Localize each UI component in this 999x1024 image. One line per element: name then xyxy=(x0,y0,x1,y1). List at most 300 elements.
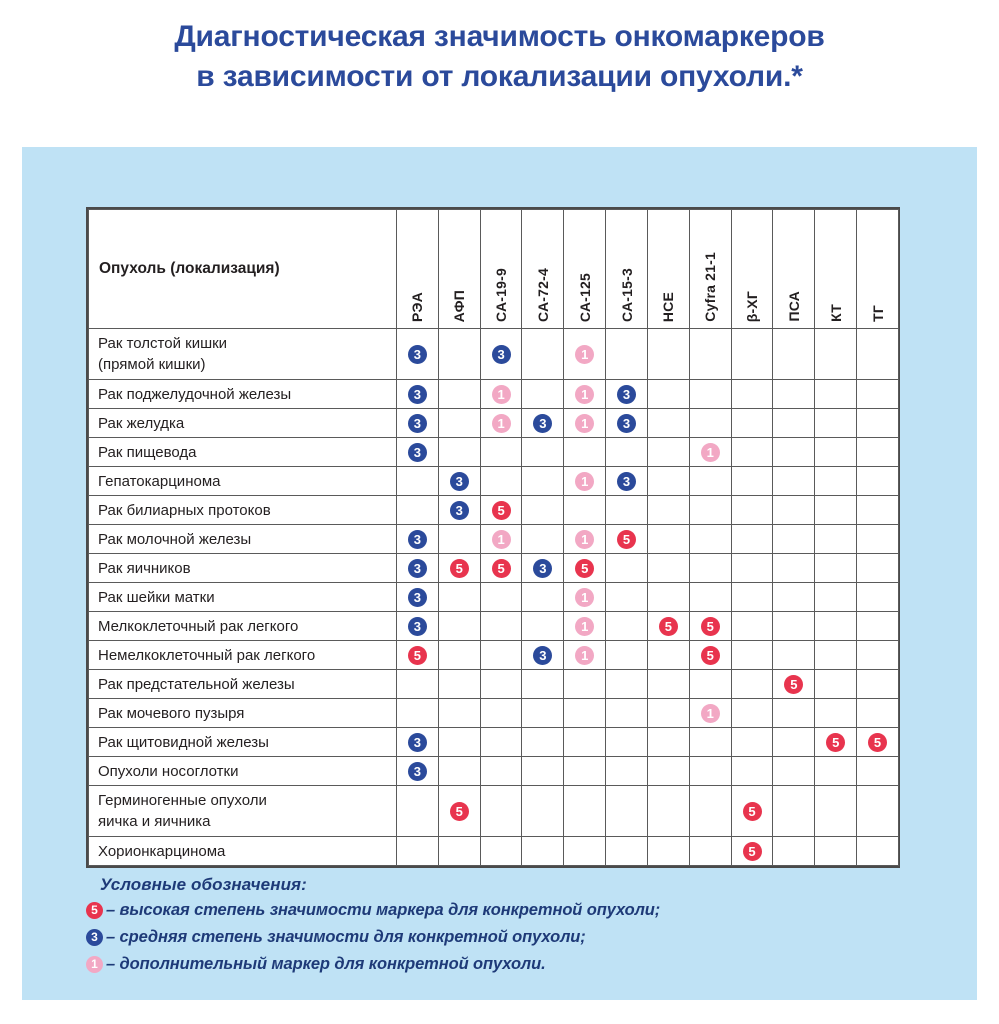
matrix-cell xyxy=(522,612,564,641)
significance-marker-3: 3 xyxy=(408,443,427,462)
corner-header-cell: Опухоль (локализация) xyxy=(89,210,397,329)
matrix-cell xyxy=(815,728,857,757)
row-label-cell xyxy=(89,837,397,866)
column-header-label: СА-72-4 xyxy=(534,268,551,322)
matrix-cell xyxy=(606,438,648,467)
matrix-cell xyxy=(480,329,522,380)
significance-marker-3: 3 xyxy=(408,559,427,578)
matrix-cell xyxy=(522,496,564,525)
significance-marker-3: 3 xyxy=(408,733,427,752)
matrix-cell xyxy=(647,409,689,438)
row-label-line-1: Рак яичников xyxy=(98,559,191,577)
matrix-cell xyxy=(480,670,522,699)
matrix-cell xyxy=(397,612,439,641)
row-label-cell xyxy=(89,380,397,409)
row-label-cell xyxy=(89,728,397,757)
table-row xyxy=(89,329,899,380)
matrix-cell xyxy=(857,786,899,837)
matrix-cell xyxy=(564,699,606,728)
row-label-line-1: Гепатокарцинома xyxy=(98,472,221,490)
matrix-cell xyxy=(647,641,689,670)
matrix-cell xyxy=(647,525,689,554)
row-label-line-1: Мелкоклеточный рак легкого xyxy=(98,617,299,635)
matrix-cell xyxy=(689,641,731,670)
matrix-cell xyxy=(815,757,857,786)
matrix-cell xyxy=(480,699,522,728)
column-header-9 xyxy=(731,210,773,329)
significance-marker-1: 1 xyxy=(575,646,594,665)
matrix-cell xyxy=(773,525,815,554)
matrix-cell xyxy=(689,525,731,554)
title-line-2: в зависимости от локализации опухоли.* xyxy=(196,60,803,93)
matrix-cell xyxy=(438,467,480,496)
matrix-cell xyxy=(480,583,522,612)
significance-marker-5: 5 xyxy=(450,802,469,821)
matrix-cell xyxy=(564,467,606,496)
matrix-cell xyxy=(397,438,439,467)
legend-item xyxy=(86,898,916,923)
matrix-cell xyxy=(606,554,648,583)
matrix-cell xyxy=(606,641,648,670)
matrix-cell xyxy=(815,612,857,641)
legend-item-text: – средняя степень значимости для конкретной опухоли; xyxy=(106,928,586,946)
row-label-line-1: Рак билиарных протоков xyxy=(98,501,271,519)
matrix-cell xyxy=(480,728,522,757)
table-row xyxy=(89,467,899,496)
column-header-8 xyxy=(689,210,731,329)
header-row xyxy=(89,210,899,329)
significance-marker-5: 5 xyxy=(743,842,762,861)
significance-marker-1: 1 xyxy=(492,530,511,549)
matrix-cell xyxy=(689,409,731,438)
column-header-1 xyxy=(397,210,439,329)
column-header-label: РЭА xyxy=(409,291,426,322)
legend-marker-1: 1 xyxy=(86,956,103,973)
matrix-cell xyxy=(773,380,815,409)
significance-marker-3: 3 xyxy=(408,414,427,433)
significance-marker-3: 3 xyxy=(533,559,552,578)
matrix-cell xyxy=(689,554,731,583)
matrix-cell xyxy=(606,612,648,641)
matrix-cell xyxy=(689,438,731,467)
row-label-line-1: Опухоли носоглотки xyxy=(98,762,239,780)
row-label-cell xyxy=(89,467,397,496)
matrix-cell xyxy=(647,380,689,409)
row-label-cell xyxy=(89,329,397,380)
matrix-cell xyxy=(731,467,773,496)
row-label-cell xyxy=(89,641,397,670)
significance-marker-3: 3 xyxy=(533,414,552,433)
matrix-cell xyxy=(857,438,899,467)
significance-marker-5: 5 xyxy=(450,559,469,578)
matrix-cell xyxy=(397,409,439,438)
matrix-cell xyxy=(647,329,689,380)
matrix-cell xyxy=(397,380,439,409)
significance-marker-3: 3 xyxy=(450,501,469,520)
column-header-label: КТ xyxy=(827,304,844,322)
row-label-cell xyxy=(89,438,397,467)
matrix-cell xyxy=(689,728,731,757)
significance-marker-3: 3 xyxy=(617,414,636,433)
column-header-label: СА-125 xyxy=(576,272,593,322)
matrix-cell xyxy=(773,786,815,837)
matrix-cell xyxy=(522,554,564,583)
significance-marker-1: 1 xyxy=(575,414,594,433)
matrix-cell xyxy=(564,757,606,786)
matrix-cell xyxy=(731,786,773,837)
matrix-cell xyxy=(397,699,439,728)
matrix-cell xyxy=(815,380,857,409)
matrix-cell xyxy=(689,496,731,525)
matrix-cell xyxy=(564,496,606,525)
significance-marker-3: 3 xyxy=(408,762,427,781)
matrix-cell xyxy=(689,467,731,496)
matrix-cell xyxy=(731,380,773,409)
significance-marker-3: 3 xyxy=(533,646,552,665)
matrix-cell xyxy=(438,786,480,837)
matrix-cell xyxy=(606,467,648,496)
significance-marker-1: 1 xyxy=(575,345,594,364)
matrix-cell xyxy=(522,757,564,786)
matrix-cell xyxy=(773,496,815,525)
matrix-cell xyxy=(564,409,606,438)
matrix-cell xyxy=(480,641,522,670)
matrix-cell xyxy=(857,554,899,583)
matrix-cell xyxy=(647,699,689,728)
legend-item xyxy=(86,952,916,977)
matrix-cell xyxy=(438,380,480,409)
significance-marker-1: 1 xyxy=(701,443,720,462)
significance-marker-1: 1 xyxy=(492,414,511,433)
matrix-cell xyxy=(397,496,439,525)
matrix-cell xyxy=(857,583,899,612)
matrix-cell xyxy=(606,728,648,757)
matrix-cell xyxy=(773,438,815,467)
matrix-cell xyxy=(522,670,564,699)
row-label-cell xyxy=(89,525,397,554)
significance-marker-1: 1 xyxy=(575,472,594,491)
column-header-4 xyxy=(522,210,564,329)
matrix-cell xyxy=(606,525,648,554)
legend xyxy=(86,875,916,979)
matrix-cell xyxy=(731,409,773,438)
column-header-label: Cyfra 21-1 xyxy=(702,252,719,322)
row-label-line-1: Рак предстательной железы xyxy=(98,675,295,693)
column-header-label: НСЕ xyxy=(660,291,677,322)
matrix-cell xyxy=(564,641,606,670)
matrix-cell xyxy=(857,409,899,438)
significance-marker-5: 5 xyxy=(575,559,594,578)
matrix-cell xyxy=(689,583,731,612)
matrix-cell xyxy=(564,583,606,612)
content-panel xyxy=(22,147,977,1000)
row-label-cell xyxy=(89,699,397,728)
matrix-cell xyxy=(773,837,815,866)
row-label-line-1: Хорионкарцинома xyxy=(98,842,226,860)
matrix-cell xyxy=(438,329,480,380)
oncomarker-matrix-table xyxy=(86,207,900,868)
matrix-cell xyxy=(480,757,522,786)
column-header-label: СА-15-3 xyxy=(618,268,635,322)
legend-items xyxy=(86,898,916,977)
row-label-line-1: Немелкоклеточный рак легкого xyxy=(98,646,316,664)
matrix-cell xyxy=(438,699,480,728)
significance-marker-1: 1 xyxy=(575,530,594,549)
matrix-cell xyxy=(647,837,689,866)
matrix-cell xyxy=(689,837,731,866)
matrix-cell xyxy=(522,699,564,728)
column-header-label: ПСА xyxy=(785,291,802,322)
matrix-cell xyxy=(773,612,815,641)
matrix-cell xyxy=(438,757,480,786)
significance-marker-1: 1 xyxy=(492,385,511,404)
matrix-cell xyxy=(857,641,899,670)
matrix-cell xyxy=(815,583,857,612)
row-label-cell xyxy=(89,496,397,525)
matrix-cell xyxy=(815,409,857,438)
matrix-cell xyxy=(815,670,857,699)
table-row xyxy=(89,786,899,837)
matrix-cell xyxy=(438,409,480,438)
significance-marker-5: 5 xyxy=(492,501,511,520)
matrix-cell xyxy=(731,583,773,612)
matrix-cell xyxy=(522,329,564,380)
matrix-cell xyxy=(857,837,899,866)
matrix-cell xyxy=(731,670,773,699)
matrix-cell xyxy=(773,554,815,583)
matrix-cell xyxy=(564,728,606,757)
significance-marker-3: 3 xyxy=(450,472,469,491)
matrix-cell xyxy=(480,525,522,554)
row-label-cell xyxy=(89,786,397,837)
matrix-cell xyxy=(731,438,773,467)
matrix-cell xyxy=(689,786,731,837)
table-row xyxy=(89,670,899,699)
page-title xyxy=(0,0,999,97)
matrix-cell xyxy=(857,728,899,757)
matrix-cell xyxy=(857,496,899,525)
matrix-cell xyxy=(731,496,773,525)
matrix-cell xyxy=(480,438,522,467)
legend-marker-3: 3 xyxy=(86,929,103,946)
matrix-cell xyxy=(647,786,689,837)
matrix-cell xyxy=(857,525,899,554)
matrix-cell xyxy=(857,612,899,641)
matrix-cell xyxy=(606,837,648,866)
significance-marker-5: 5 xyxy=(784,675,803,694)
table-row xyxy=(89,612,899,641)
row-label-cell xyxy=(89,554,397,583)
matrix-cell xyxy=(564,438,606,467)
table-row xyxy=(89,438,899,467)
matrix-cell xyxy=(647,612,689,641)
column-header-3 xyxy=(480,210,522,329)
significance-marker-3: 3 xyxy=(492,345,511,364)
matrix-cell xyxy=(606,329,648,380)
row-label-line-1: Герминогенные опухоли xyxy=(98,792,267,809)
matrix xyxy=(88,209,899,866)
matrix-cell xyxy=(480,380,522,409)
matrix-cell xyxy=(480,467,522,496)
significance-marker-1: 1 xyxy=(575,588,594,607)
matrix-cell xyxy=(857,670,899,699)
matrix-cell xyxy=(647,728,689,757)
matrix-cell xyxy=(438,496,480,525)
column-header-label: СА-19-9 xyxy=(493,268,510,322)
matrix-cell xyxy=(564,554,606,583)
significance-marker-3: 3 xyxy=(617,472,636,491)
row-label-line-1: Рак толстой кишки xyxy=(98,335,228,352)
significance-marker-1: 1 xyxy=(575,385,594,404)
matrix-cell xyxy=(773,699,815,728)
column-header-7 xyxy=(647,210,689,329)
matrix-cell xyxy=(731,728,773,757)
significance-marker-3: 3 xyxy=(408,530,427,549)
matrix-cell xyxy=(773,329,815,380)
matrix-cell xyxy=(438,612,480,641)
matrix-cell xyxy=(522,641,564,670)
matrix-cell xyxy=(522,467,564,496)
table-row xyxy=(89,583,899,612)
matrix-cell xyxy=(731,329,773,380)
matrix-cell xyxy=(606,380,648,409)
matrix-cell xyxy=(857,699,899,728)
matrix-cell xyxy=(815,467,857,496)
matrix-cell xyxy=(480,554,522,583)
matrix-cell xyxy=(689,380,731,409)
matrix-cell xyxy=(689,329,731,380)
significance-marker-1: 1 xyxy=(701,704,720,723)
matrix-cell xyxy=(438,525,480,554)
matrix-cell xyxy=(815,525,857,554)
column-header-2 xyxy=(438,210,480,329)
matrix-cell xyxy=(564,612,606,641)
significance-marker-5: 5 xyxy=(743,802,762,821)
table-row xyxy=(89,409,899,438)
matrix-cell xyxy=(522,525,564,554)
significance-marker-3: 3 xyxy=(408,617,427,636)
table-header xyxy=(89,210,899,329)
matrix-cell xyxy=(438,554,480,583)
matrix-cell xyxy=(606,409,648,438)
row-label-line-1: Рак мочевого пузыря xyxy=(98,704,245,722)
matrix-cell xyxy=(480,612,522,641)
matrix-cell xyxy=(815,496,857,525)
matrix-cell xyxy=(731,554,773,583)
matrix-cell xyxy=(815,837,857,866)
matrix-cell xyxy=(438,728,480,757)
matrix-cell xyxy=(647,670,689,699)
significance-marker-5: 5 xyxy=(659,617,678,636)
legend-item-text: – дополнительный маркер для конкретной опухоли. xyxy=(106,955,546,973)
row-label-cell xyxy=(89,409,397,438)
legend-item xyxy=(86,925,916,950)
table-row xyxy=(89,699,899,728)
matrix-cell xyxy=(773,583,815,612)
column-header-11 xyxy=(815,210,857,329)
table-row xyxy=(89,496,899,525)
significance-marker-1: 1 xyxy=(575,617,594,636)
row-label-line-1: Рак щитовидной железы xyxy=(98,733,269,751)
matrix-cell xyxy=(815,699,857,728)
significance-marker-3: 3 xyxy=(408,588,427,607)
matrix-cell xyxy=(397,329,439,380)
matrix-cell xyxy=(564,670,606,699)
matrix-cell xyxy=(397,554,439,583)
matrix-cell xyxy=(773,641,815,670)
significance-marker-5: 5 xyxy=(701,617,720,636)
matrix-cell xyxy=(522,583,564,612)
matrix-cell xyxy=(647,757,689,786)
matrix-cell xyxy=(397,837,439,866)
significance-marker-5: 5 xyxy=(868,733,887,752)
row-label-cell xyxy=(89,670,397,699)
matrix-cell xyxy=(606,699,648,728)
matrix-cell xyxy=(731,757,773,786)
row-label-line-1: Рак пищевода xyxy=(98,443,197,461)
matrix-cell xyxy=(731,837,773,866)
matrix-cell xyxy=(731,699,773,728)
table-row xyxy=(89,525,899,554)
row-label-cell xyxy=(89,583,397,612)
matrix-cell xyxy=(606,670,648,699)
matrix-cell xyxy=(731,525,773,554)
matrix-cell xyxy=(815,786,857,837)
matrix-cell xyxy=(564,837,606,866)
matrix-cell xyxy=(815,554,857,583)
matrix-cell xyxy=(773,757,815,786)
matrix-cell xyxy=(397,583,439,612)
matrix-cell xyxy=(564,786,606,837)
matrix-cell xyxy=(438,670,480,699)
matrix-cell xyxy=(731,641,773,670)
matrix-cell xyxy=(606,786,648,837)
matrix-cell xyxy=(480,786,522,837)
matrix-cell xyxy=(773,467,815,496)
matrix-cell xyxy=(397,467,439,496)
matrix-cell xyxy=(773,670,815,699)
matrix-cell xyxy=(689,612,731,641)
matrix-cell xyxy=(773,409,815,438)
title-line-1: Диагностическая значимость онкомаркеров xyxy=(174,20,825,53)
row-label-line-1: Рак желудка xyxy=(98,414,185,432)
matrix-cell xyxy=(689,699,731,728)
column-header-6 xyxy=(606,210,648,329)
significance-marker-5: 5 xyxy=(701,646,720,665)
matrix-cell xyxy=(522,728,564,757)
matrix-cell xyxy=(857,329,899,380)
matrix-cell xyxy=(397,786,439,837)
matrix-cell xyxy=(647,438,689,467)
significance-marker-5: 5 xyxy=(408,646,427,665)
row-label-line-2: яичка и яичника xyxy=(98,813,211,830)
matrix-cell xyxy=(857,467,899,496)
matrix-cell xyxy=(857,757,899,786)
matrix-cell xyxy=(564,525,606,554)
matrix-cell xyxy=(815,329,857,380)
matrix-cell xyxy=(397,728,439,757)
matrix-cell xyxy=(815,438,857,467)
matrix-cell xyxy=(397,670,439,699)
row-label-line-1: Рак молочной железы xyxy=(98,530,252,548)
matrix-cell xyxy=(731,612,773,641)
row-label-line-1: Рак поджелудочной железы xyxy=(98,385,292,403)
matrix-cell xyxy=(522,380,564,409)
matrix-cell xyxy=(773,728,815,757)
table-row xyxy=(89,757,899,786)
column-header-10 xyxy=(773,210,815,329)
matrix-cell xyxy=(564,380,606,409)
